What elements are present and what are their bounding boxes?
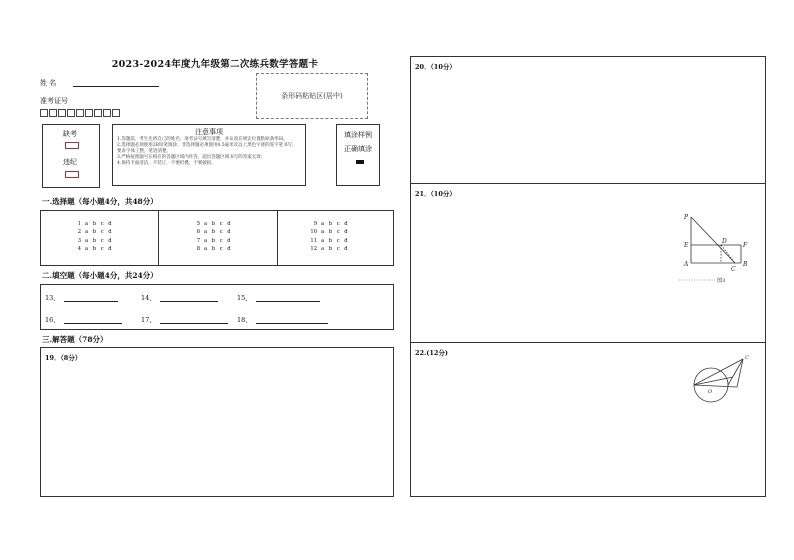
q22-geometry-figure	[685, 351, 761, 407]
fig21-label: A	[684, 261, 689, 268]
choice-number: 7	[196, 237, 200, 244]
choice-item[interactable]	[67, 221, 113, 227]
q21-answer-area[interactable]	[411, 184, 765, 342]
choice-options[interactable]: a b c d	[85, 221, 114, 227]
choice-column	[186, 221, 232, 255]
choice-divider	[158, 211, 159, 265]
choice-number: 12	[310, 246, 317, 253]
blank-item[interactable]: 16、	[45, 315, 122, 324]
choice-options[interactable]: a b c d	[321, 229, 350, 236]
fig21-label: F	[743, 242, 748, 249]
fill-example-box	[336, 124, 380, 186]
page-title: 2023-2024年度九年级第二次练兵数学答题卡	[111, 59, 319, 70]
choice-number: 5	[196, 221, 200, 227]
q20-label: 20．（10分）	[415, 63, 456, 71]
blank-item[interactable]: 17、	[141, 315, 228, 324]
choice-options[interactable]: a b c d	[85, 229, 114, 236]
fig22-label: C	[745, 355, 749, 361]
absent-label: 缺考	[63, 130, 77, 138]
choice-number: 11	[310, 237, 317, 244]
choice-number: 2	[77, 229, 81, 236]
notes-line: 1.答题前，考生先将自己的姓名、准考证号填写清楚，并认真在规定位置粘贴条形码。	[117, 137, 288, 142]
blank-item[interactable]: 15、	[237, 293, 320, 302]
choice-number: 4	[77, 246, 81, 253]
correct-fill-label: 正确填涂	[344, 145, 372, 153]
q20-answer-area[interactable]	[411, 57, 765, 183]
q21-label: 21．（10分）	[415, 190, 456, 198]
notes-line: 4.保持卡面清洁，不装订，不要折叠，不要破损。	[117, 161, 216, 166]
choice-options[interactable]: a b c d	[321, 237, 350, 244]
choice-options[interactable]: a b c d	[204, 221, 233, 227]
choice-number: 9	[313, 221, 317, 227]
name-field[interactable]	[73, 78, 159, 87]
fig21-label: E	[684, 242, 689, 249]
q19-label: 19．（8分）	[45, 354, 82, 362]
status-box	[42, 124, 100, 188]
barcode-area	[256, 73, 368, 119]
blank-item[interactable]: 14、	[141, 293, 218, 302]
fill-example-title: 填涂样例	[344, 131, 372, 139]
blank-answer-box	[40, 284, 394, 330]
choice-number: 6	[196, 229, 200, 236]
choice-item[interactable]	[303, 246, 349, 252]
choice-options[interactable]: a b c d	[204, 237, 233, 244]
choice-number: 1	[77, 221, 81, 227]
q22-label: 22.(12分)	[415, 349, 449, 357]
notes-box	[112, 124, 306, 186]
choice-options[interactable]: a b c d	[204, 229, 233, 236]
section-blank-title: 二.填空题（每小题4分，共24分）	[42, 271, 158, 280]
notes-list	[117, 137, 301, 167]
choice-answer-box	[40, 210, 394, 266]
choice-item[interactable]	[186, 238, 232, 244]
fig21-caption: 图3	[717, 278, 726, 284]
absent-checkbox[interactable]	[65, 142, 79, 149]
choice-item[interactable]	[67, 246, 113, 252]
choice-options[interactable]: a b c d	[321, 246, 350, 253]
choice-number: 8	[196, 246, 200, 253]
choice-number: 3	[77, 237, 81, 244]
notes-line: 2.选择题必须使用2B铅笔填涂；非选择题必须使用0.5毫米及以上黑色字迹的签字笔书写，要求字体工整，笔迹清楚。	[117, 143, 297, 154]
choice-column	[303, 221, 349, 255]
fig21-label: D	[722, 238, 727, 245]
choice-options[interactable]: a b c d	[85, 237, 114, 244]
q19-answer-box[interactable]	[40, 347, 394, 497]
choice-number: 10	[310, 229, 317, 236]
choice-item[interactable]	[303, 229, 349, 235]
filled-mark-sample	[356, 160, 364, 164]
violation-label: 违纪	[63, 158, 77, 166]
choice-item[interactable]	[186, 221, 232, 227]
choice-column	[67, 221, 113, 255]
choice-options[interactable]: a b c d	[321, 221, 350, 227]
choice-item[interactable]	[303, 238, 349, 244]
name-label: 姓 名	[40, 79, 57, 87]
barcode-label: 条形码粘贴区(居中)	[281, 92, 343, 100]
fig21-label: P	[684, 214, 689, 221]
fig21-label: B	[743, 261, 748, 268]
choice-item[interactable]	[303, 221, 349, 227]
notes-title: 注意事项	[195, 128, 223, 136]
q21-geometry-figure	[677, 210, 763, 290]
choice-options[interactable]: a b c d	[85, 246, 114, 253]
q22-answer-area[interactable]	[411, 343, 765, 496]
blank-item[interactable]: 18、	[237, 315, 328, 324]
choice-divider	[277, 211, 278, 265]
exam-number-label: 准考证号	[40, 97, 68, 105]
section-choice-title: 一.选择题（每小题4分，共48分）	[42, 197, 158, 206]
fig22-label: O	[708, 389, 713, 395]
fig21-label: C	[731, 266, 736, 273]
blank-item[interactable]: 13、	[45, 293, 118, 302]
choice-item[interactable]	[67, 229, 113, 235]
notes-line: 3.严格按照题号在相应的答题区域内作答，超出答题区域书写的答案无效；	[117, 155, 266, 160]
choice-options[interactable]: a b c d	[204, 246, 233, 253]
choice-item[interactable]	[67, 238, 113, 244]
exam-number-cells[interactable]	[40, 109, 121, 117]
right-answer-column	[410, 56, 766, 497]
choice-item[interactable]	[186, 246, 232, 252]
violation-checkbox[interactable]	[65, 171, 79, 178]
choice-item[interactable]	[186, 229, 232, 235]
section-answer-title: 三.解答题（78分）	[42, 335, 108, 344]
